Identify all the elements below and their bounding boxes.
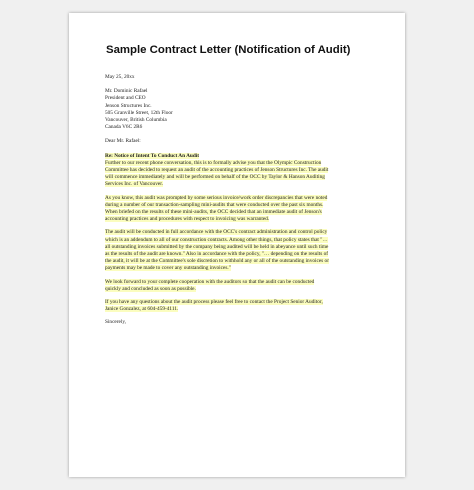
closing: Sincerely, [105,319,126,326]
salutation: Dear Mr. Rafael: [105,138,141,145]
recipient-postal: Canada V6C 2R6 [105,124,143,131]
recipient-name: Mr. Dominic Rafael [105,88,148,95]
paragraph-5: If you have any questions about the audit process please feel free to contact the Project Senior Auditor, Janice Gonzalez, at 604-459-4111. [105,299,323,313]
recipient-company: Jenson Structures Inc. [105,102,152,109]
paragraph-3: The audit will be conducted in full accordance with the OCC's contract administration and control policy which is an addendum to all of our construction contracts. Among other things, that policy states that "… all outstanding invoices submitted by the company being audited will be held in abeyance until such time as the results of the audit are known." Also in accordance with the policy, "… depending on the results of the audit, it will be at the Committee's sole discretion to withhold any or all of the outstanding invoices or payments may be made to cover any outstanding invoices." [105,229,329,272]
paragraph-4: We look forward to your complete cooperation with the auditors so that the audit can be conducted quickly and concluded as soon as possible. [105,278,315,292]
subject-line: Re: Notice of Intent To Conduct An Audit [105,152,200,159]
document-title: Sample Contract Letter (Notification of Audit) [106,44,351,56]
recipient-role: President and CEO [105,95,146,102]
paragraph-2: As you know, this audit was prompted by some serious invoice/work order discrepancies that were noted during a number of our transaction-sampling mini-audits that were conducted over the past six months. When briefed on the results of these mini-audits, the OCC decided that an immediate audit of Jenson's accounting practices and procedures with respect to invoicing was warranted. [105,194,328,223]
letter-body [105,74,373,327]
paragraph-1: Further to our recent phone conversation, this is to formally advise you that the Olympic Construction Committee has decided to request an audit of the accounting practices of Jenson Structures Inc. The audit will commence immediately and will be performed on behalf of the OCC by Taylor & Hanson Auditing Services Inc. of Vancouver. [105,159,329,188]
document-page [69,13,405,477]
recipient-street: 505 Granville Street, 12th Floor [105,109,173,116]
recipient-city: Vancouver, British Columbia [105,117,167,124]
recipient-address [105,88,373,131]
letter-date: May 25, 20xx [105,74,135,80]
